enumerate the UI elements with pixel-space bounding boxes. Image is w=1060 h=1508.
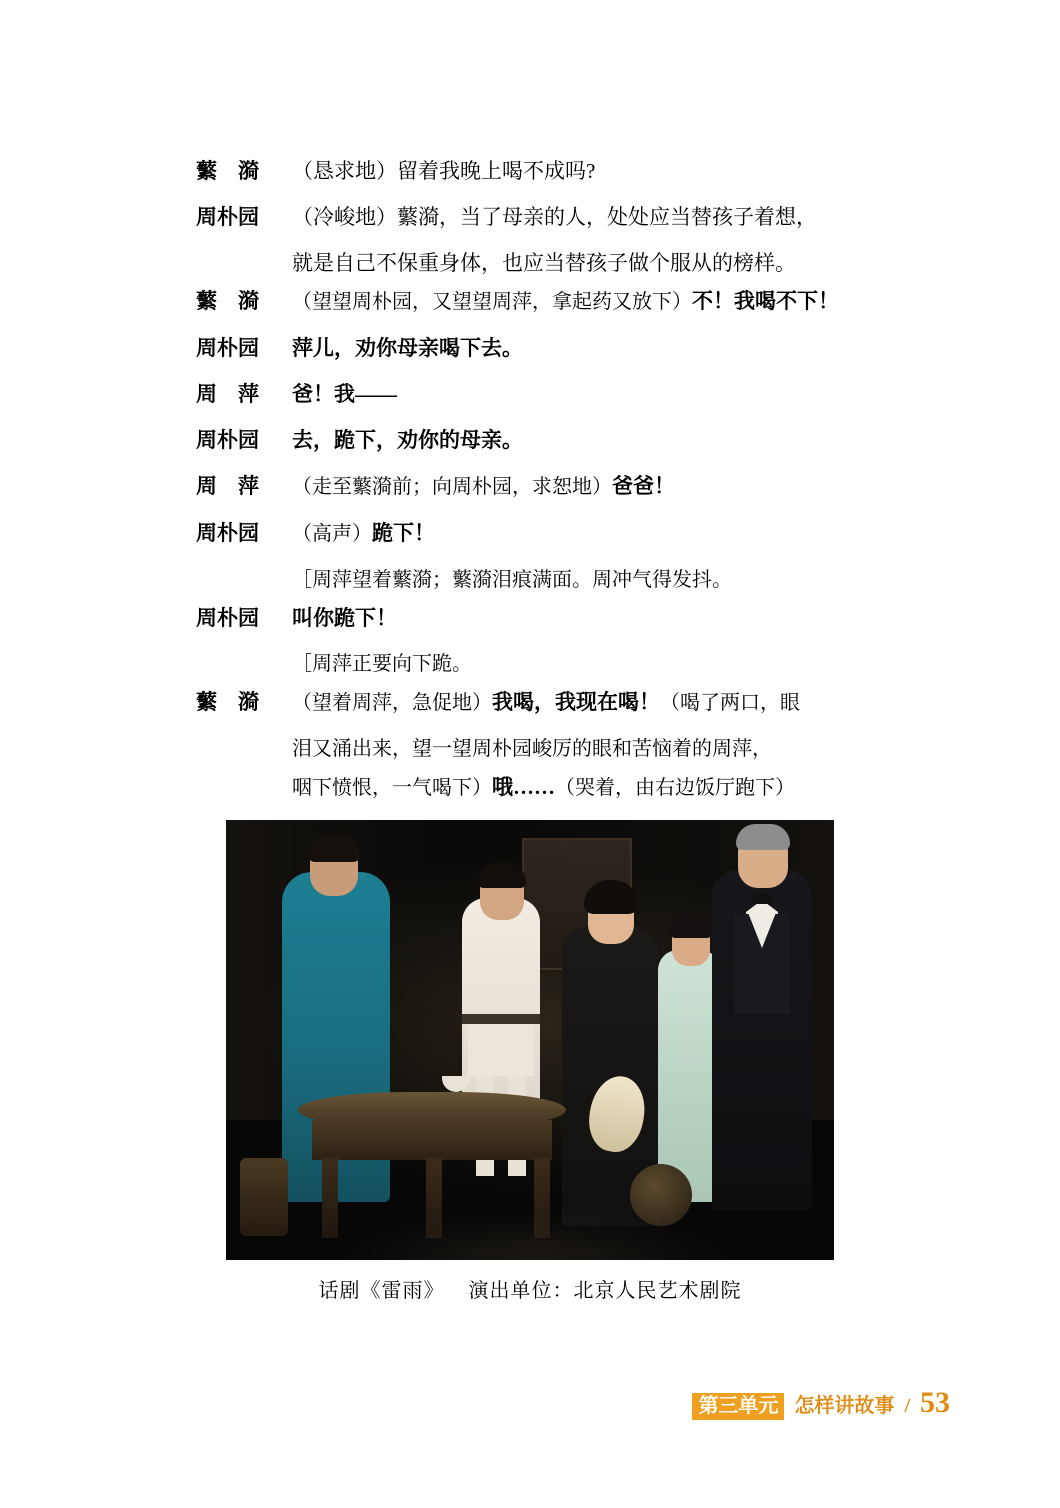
dialogue-segment: 咽下愤恨，一气喝下） bbox=[292, 777, 492, 799]
dialogue-segment: （高声） bbox=[292, 523, 372, 545]
dialogue-line bbox=[196, 375, 916, 413]
photo-figure-shorts bbox=[468, 1024, 534, 1076]
dialogue-segment: （哭着，由右边饭厅跑下） bbox=[555, 777, 795, 799]
dialogue-segment-emphasis: 我喝，我现在喝！ bbox=[492, 690, 660, 714]
footer-slash: / bbox=[904, 1395, 910, 1417]
stage-direction: ［周萍望着蘩漪；蘩漪泪痕满面。周冲气得发抖。 bbox=[292, 569, 732, 591]
speaker-name: 周朴园 bbox=[196, 428, 259, 452]
footer-section-label: 怎样讲故事 bbox=[794, 1395, 895, 1417]
dialogue-text: 爸！我—— bbox=[292, 382, 397, 406]
dialogue-continuation: 就是自己不保重身体，也应当替孩子做个服从的榜样。 bbox=[292, 251, 796, 275]
dialogue-continuation bbox=[292, 768, 916, 807]
speaker-name: 周朴园 bbox=[196, 336, 259, 360]
dialogue-text bbox=[292, 152, 916, 190]
photo-figure-hair bbox=[308, 834, 360, 862]
dialogue-text bbox=[292, 198, 916, 236]
dialogue-line bbox=[196, 152, 916, 190]
dialogue-text bbox=[292, 683, 916, 722]
page-number: 53 bbox=[920, 1386, 950, 1419]
dialogue-line bbox=[196, 329, 916, 367]
dialogue-text bbox=[292, 282, 916, 321]
dialogue-line bbox=[196, 467, 916, 506]
dialogue-text: 去，跪下，劝你的母亲。 bbox=[292, 428, 523, 452]
speaker-name: 周 萍 bbox=[196, 382, 259, 406]
photo-caption-title: 话剧《雷雨》 bbox=[318, 1280, 445, 1302]
dialogue-segment: （望着周萍，急促地） bbox=[292, 692, 492, 714]
dialogue-segment-emphasis: 爸爸！ bbox=[612, 474, 675, 498]
dialogue-segment-emphasis: 不！我喝不下！ bbox=[692, 289, 839, 313]
speaker-name: 周朴园 bbox=[196, 606, 259, 630]
speaker-name: 周朴园 bbox=[196, 521, 259, 545]
photo-caption bbox=[0, 1274, 1060, 1303]
speaker-name: 蘩 漪 bbox=[196, 690, 259, 714]
speaker-name: 周 萍 bbox=[196, 474, 259, 498]
photo-figure-white-shirt bbox=[462, 898, 540, 1108]
dialogue-line bbox=[196, 198, 916, 236]
dialogue-script bbox=[196, 152, 916, 807]
dialogue-line bbox=[196, 683, 916, 722]
photo-figure-hair bbox=[736, 824, 790, 850]
dialogue-text: 叫你跪下！ bbox=[292, 606, 397, 630]
dialogue-line bbox=[196, 421, 916, 459]
dialogue-text: 萍儿，劝你母亲喝下去。 bbox=[292, 336, 523, 360]
dialogue-segment: （望望周朴园，又望望周萍，拿起药又放下） bbox=[292, 291, 692, 313]
footer-unit-badge: 第三单元 bbox=[692, 1393, 784, 1420]
dialogue-text bbox=[292, 467, 916, 506]
photo-figure-hair bbox=[670, 914, 712, 938]
speaker-name: 蘩 漪 bbox=[196, 289, 259, 313]
dialogue-segment: （走至蘩漪前；向周朴园，求恕地） bbox=[292, 476, 612, 498]
dialogue-line bbox=[196, 599, 916, 637]
dialogue-segment: （喝了两口，眼 bbox=[660, 692, 800, 714]
dialogue-text bbox=[292, 514, 916, 553]
photo-figure-hair bbox=[478, 862, 526, 888]
dialogue-segment: （恳求地）留着我晚上喝不成吗? bbox=[292, 159, 596, 183]
photo-figure-belt bbox=[462, 1014, 540, 1024]
photo-caption-company: 演出单位：北京人民艺术剧院 bbox=[468, 1280, 742, 1302]
dialogue-segment-emphasis: 跪下！ bbox=[372, 521, 435, 545]
dialogue-line bbox=[196, 282, 916, 321]
photo-floor-light bbox=[256, 1140, 816, 1260]
dialogue-continuation: 泪又涌出来，望一望周朴园峻厉的眼和苦恼着的周萍， bbox=[292, 738, 772, 760]
speaker-name: 蘩 漪 bbox=[196, 159, 259, 183]
speaker-name: 周朴园 bbox=[196, 205, 259, 229]
dialogue-line bbox=[196, 514, 916, 553]
photo-figure-bowtie bbox=[752, 894, 772, 904]
dialogue-segment-emphasis: 哦…… bbox=[492, 775, 555, 799]
stage-direction: ［周萍正要向下跪。 bbox=[292, 653, 472, 675]
theatre-production-photo bbox=[226, 820, 834, 1260]
dialogue-segment: （冷峻地）蘩漪，当了母亲的人，处处应当替孩子着想， bbox=[292, 205, 817, 229]
page-footer bbox=[692, 1386, 950, 1420]
